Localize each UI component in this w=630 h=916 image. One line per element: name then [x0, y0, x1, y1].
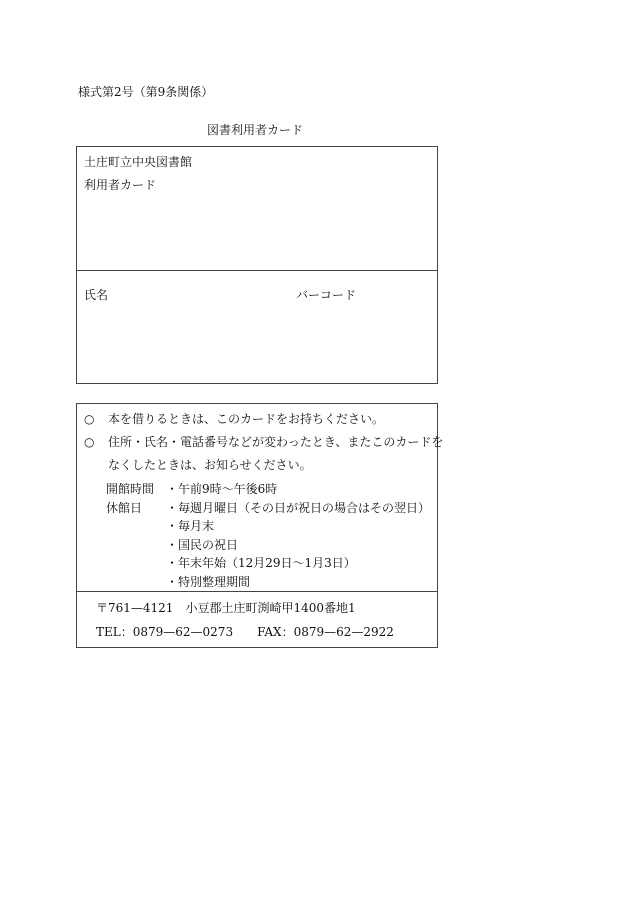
card-divider [76, 270, 438, 271]
closed-day-item: ・国民の祝日 [166, 538, 239, 552]
library-name: 土庄町立中央図書館 [84, 155, 193, 169]
bullet-circle-icon: ○ [84, 435, 95, 449]
closed-day-item: ・年末年始（12月29日〜1月3日） [166, 556, 356, 570]
hours-label: 開館時間 [106, 482, 155, 496]
library-address: 〒761—4121 小豆郡土庄町渕崎甲1400番地1 [96, 601, 356, 615]
notice-line-2a: 住所・氏名・電話番号などが変わったとき、またこのカードを [108, 435, 444, 449]
notice-item [84, 434, 443, 450]
notice-divider [76, 591, 438, 592]
document-title: 図書利用者カード [207, 123, 304, 137]
notice-item [84, 411, 384, 427]
hours-value: ・午前9時〜午後6時 [166, 482, 278, 496]
closed-days-label: 休館日 [106, 501, 143, 515]
closed-day-item: ・毎月末 [166, 519, 215, 533]
card-label: 利用者カード [84, 178, 157, 192]
closed-day-item: ・毎週月曜日（その日が祝日の場合はその翌日） [166, 501, 431, 515]
library-phone-fax: TEL：0879—62—0273 FAX：0879—62—2922 [96, 625, 394, 639]
barcode-label: バーコード [296, 288, 357, 302]
name-label: 氏名 [84, 288, 109, 302]
notice-line-1: 本を借りるときは、このカードをお持ちください。 [108, 412, 385, 426]
bullet-circle-icon: ○ [84, 412, 95, 426]
form-number: 様式第2号（第9条関係） [78, 85, 214, 99]
notice-line-2b: なくしたときは、お知らせください。 [108, 458, 312, 472]
closed-day-item: ・特別整理期間 [166, 575, 251, 589]
